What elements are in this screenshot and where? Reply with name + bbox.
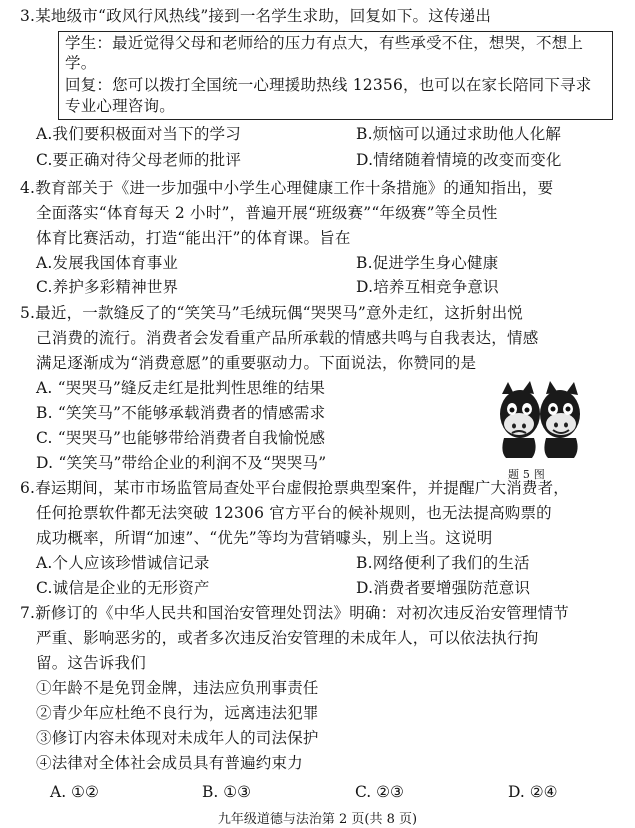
q6-stem-line-2: 任何抢票软件都无法突破 12306 官方平台的候补规则，也无法提高购票的 <box>36 504 552 522</box>
q7-choice-b: B. ①③ <box>202 783 252 801</box>
q4-option-b: B.促进学生身心健康 <box>356 254 499 272</box>
q7-stem-line-3: 留。这告诉我们 <box>36 654 146 672</box>
q5-option-b: B. “笑笑马”不能够承载消费者的情感需求 <box>36 404 326 422</box>
smiling-horse-icon <box>540 381 580 458</box>
q6-option-c: C.诚信是企业的无形资产 <box>36 579 210 597</box>
q7-stem-line-2: 严重、影响恶劣的，或者多次违反治安管理的未成年人，可以依法执行拘 <box>36 629 539 647</box>
q7-statement-2: ②青少年应杜绝不良行为，远离违法犯罪 <box>36 704 319 722</box>
plush-horse-illustration <box>492 380 588 464</box>
q3-option-d: D.情绪随着情境的改变而变化 <box>356 151 562 169</box>
q3-dialogue-box <box>58 31 613 120</box>
q7-choice-a: A. ①② <box>50 783 99 801</box>
q7-statement-3: ③修订内容未体现对未成年人的司法保护 <box>36 729 319 747</box>
crying-horse-icon <box>500 381 540 458</box>
q7-statement-1: ①年龄不是免罚金牌，违法应负刑事责任 <box>36 679 319 697</box>
q7-stem-line-1: 7.新修订的《中华人民共和国治安管理处罚法》明确：对初次违反治安管理情节 <box>20 604 569 622</box>
q7-statement-4: ④法律对全体社会成员具有普遍约束力 <box>36 754 303 772</box>
q3-student-line-2: 学。 <box>65 54 97 72</box>
q5-option-d: D. “笑笑马”带给企业的利润不及“哭哭马” <box>36 454 327 472</box>
q3-reply-line-1: 回复：您可以拨打全国统一心理援助热线 12356，也可以在家长陪同下寻求 <box>65 76 592 94</box>
q6-stem-line-3: 成功概率，所谓“加速”、“优先”等均为营销噱头，别上当。这说明 <box>36 529 493 547</box>
q5-stem-line-2: 己消费的流行。消费者会发看重产品所承载的情感共鸣与自我表达，情感 <box>36 329 539 347</box>
q5-figure-plush-horses <box>492 380 588 464</box>
q3-stem: 3.某地级市“政风行风热线”接到一名学生求助，回复如下。这传递出 <box>20 7 492 25</box>
q3-option-a: A.我们要积极面对当下的学习 <box>36 125 241 143</box>
q5-option-c: C. “哭哭马”也能够带给消费者自我愉悦感 <box>36 429 326 447</box>
q4-stem-line-3: 体育比赛活动，打造“能出汗”的体育课。旨在 <box>36 229 351 247</box>
q3-option-b: B.烦恼可以通过求助他人化解 <box>356 125 562 143</box>
q7-choice-d: D. ②④ <box>508 783 558 801</box>
page-footer: 九年级道德与法治第 2 页(共 8 页) <box>217 812 418 827</box>
q4-stem-line-2: 全面落实“体育每天 2 小时”，普遍开展“班级赛”“年级赛”等全员性 <box>36 204 498 222</box>
q4-option-c: C.养护多彩精神世界 <box>36 278 179 296</box>
q3-reply-line-2: 专业心理咨询。 <box>65 97 175 115</box>
q6-option-b: B.网络便利了我们的生活 <box>356 554 530 572</box>
q5-stem-line-1: 5.最近，一款缝反了的“笑笑马”毛绒玩偶“哭哭马”意外走红，这折射出悦 <box>20 304 523 322</box>
q7-choice-c: C. ②③ <box>355 783 404 801</box>
q4-option-a: A.发展我国体育事业 <box>36 254 179 272</box>
q5-option-a: A. “哭哭马”缝反走红是批判性思维的结果 <box>36 379 326 397</box>
q4-stem-line-1: 4.教育部关于《进一步加强中小学生心理健康工作十条措施》的通知指出，要 <box>20 179 554 197</box>
q5-figure-caption: 题 5 图 <box>508 468 545 481</box>
q3-student-line-1: 学生：最近觉得父母和老师给的压力有点大，有些承受不住，想哭，不想上 <box>65 34 584 52</box>
q6-option-d: D.消费者要增强防范意识 <box>356 579 531 597</box>
q6-stem-line-1: 6.春运期间，某市市场监管局查处平台虚假抢票典型案件，并提醒广大消费者， <box>20 479 569 497</box>
q5-stem-line-3: 满足逐渐成为“消费意愿”的重要驱动力。下面说法，你赞同的是 <box>36 354 477 372</box>
q4-option-d: D.培养互相竞争意识 <box>356 278 499 296</box>
q3-option-c: C.要正确对待父母老师的批评 <box>36 151 242 169</box>
q6-option-a: A.个人应该珍惜诚信记录 <box>36 554 210 572</box>
